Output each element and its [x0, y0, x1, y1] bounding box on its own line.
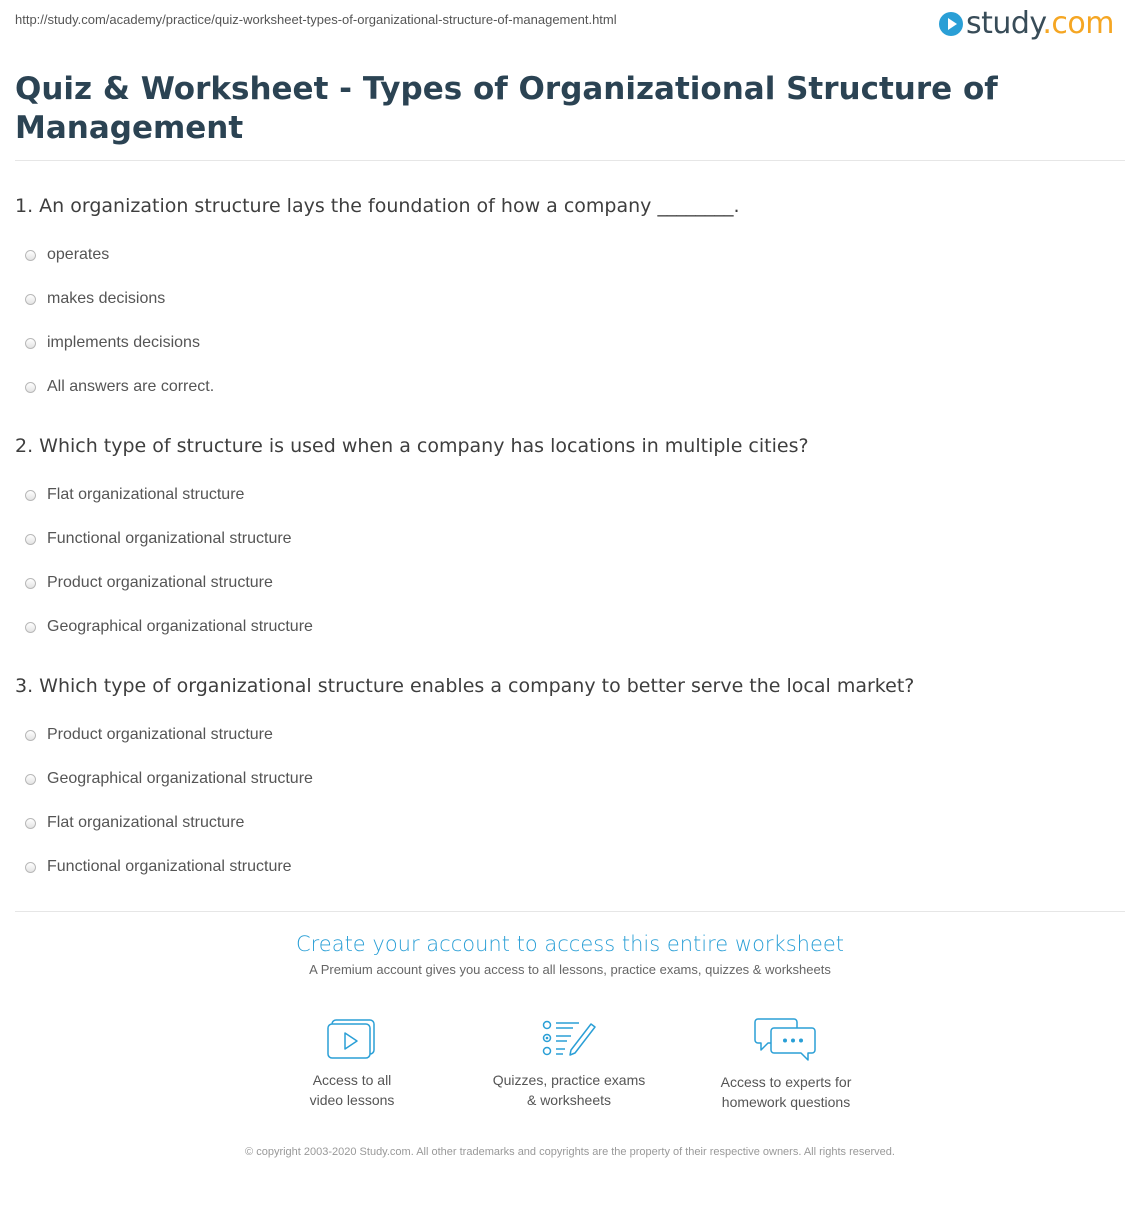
- answer-option[interactable]: Flat organizational structure: [15, 805, 1125, 849]
- question-text: 1. An organization structure lays the foundation of how a company ________.: [15, 195, 740, 217]
- answer-option[interactable]: Functional organizational structure: [15, 849, 1125, 893]
- question-3: [15, 673, 1125, 893]
- radio-button-icon[interactable]: [25, 578, 36, 589]
- radio-button-icon[interactable]: [25, 250, 36, 261]
- cta-title-link[interactable]: Create your account to access this entire worksheet: [295, 932, 845, 956]
- question-2: [15, 433, 1125, 653]
- feature-quizzes: Quizzes, practice exams & worksheets: [469, 1016, 669, 1110]
- radio-button-icon[interactable]: [25, 818, 36, 829]
- answer-option[interactable]: Flat organizational structure: [15, 477, 1125, 521]
- study-logo[interactable]: [939, 6, 1114, 41]
- top-bar: [0, 0, 1140, 50]
- answer-option[interactable]: implements decisions: [15, 325, 1125, 369]
- answer-options: [15, 717, 1125, 893]
- answer-option[interactable]: Geographical organizational structure: [15, 761, 1125, 805]
- question-text: 3. Which type of organizational structure enables a company to better serve the local market?: [15, 675, 915, 697]
- video-lesson-icon: [326, 1016, 378, 1060]
- answer-options: [15, 237, 1125, 413]
- title-divider: [15, 160, 1125, 161]
- feature-video-lessons: Access to all video lessons: [252, 1016, 452, 1110]
- logo-text: study.com: [965, 6, 1114, 41]
- answer-option[interactable]: Functional organizational structure: [15, 521, 1125, 565]
- radio-button-icon[interactable]: [25, 490, 36, 501]
- answer-options: [15, 477, 1125, 653]
- answer-option[interactable]: Geographical organizational structure: [15, 609, 1125, 653]
- quiz-checklist-icon: [541, 1016, 597, 1060]
- radio-button-icon[interactable]: [25, 774, 36, 785]
- chat-bubbles-icon: [754, 1016, 818, 1062]
- question-text: 2. Which type of structure is used when a company has locations in multiple cities?: [15, 435, 809, 457]
- answer-option[interactable]: Product organizational structure: [15, 717, 1125, 761]
- radio-button-icon[interactable]: [25, 382, 36, 393]
- answer-option[interactable]: makes decisions: [15, 281, 1125, 325]
- radio-button-icon[interactable]: [25, 294, 36, 305]
- signup-cta: [0, 932, 1140, 977]
- radio-button-icon[interactable]: [25, 730, 36, 741]
- copyright-footer: © copyright 2003-2020 Study.com. All other trademarks and copyrights are the property of their respective owners. All rights reserved.: [245, 1146, 895, 1158]
- radio-button-icon[interactable]: [25, 338, 36, 349]
- question-1: [15, 193, 1125, 413]
- radio-button-icon[interactable]: [25, 534, 36, 545]
- answer-option[interactable]: All answers are correct.: [15, 369, 1125, 413]
- feature-experts: Access to experts for homework questions: [686, 1016, 886, 1112]
- answer-option[interactable]: operates: [15, 237, 1125, 281]
- radio-button-icon[interactable]: [25, 622, 36, 633]
- page-url[interactable]: http://study.com/academy/practice/quiz-worksheet-types-of-organizational-structure-of-management.html: [15, 12, 617, 27]
- page-title: Quiz & Worksheet - Types of Organizational Structure of Management: [15, 71, 998, 146]
- answer-option[interactable]: Product organizational structure: [15, 565, 1125, 609]
- play-logo-icon: [939, 12, 963, 36]
- cta-subtitle: A Premium account gives you access to all lessons, practice exams, quizzes & worksheets: [309, 962, 831, 977]
- cta-divider: [15, 911, 1125, 912]
- radio-button-icon[interactable]: [25, 862, 36, 873]
